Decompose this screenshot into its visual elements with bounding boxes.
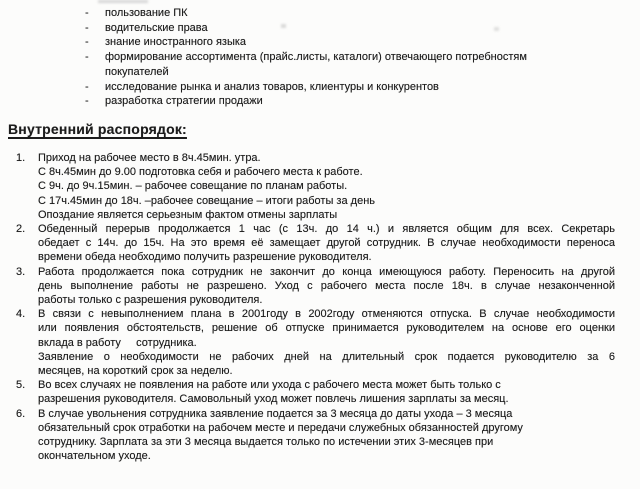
list-item: [85, 21, 622, 36]
rule-line: вклада в работу сотрудника.: [38, 336, 197, 349]
list-item-text: водительские права: [105, 21, 208, 34]
rule-item-5: [16, 378, 615, 406]
rule-line: С 9ч. до 9ч.15мин. – рабочее совещание по планам работы.: [38, 180, 348, 193]
list-item-text: знание иностранного языка: [105, 36, 247, 49]
rule-line: В связи с невыполнением плана в 2001году в 2002году отменяются отпуска. В случае необходимости: [38, 308, 615, 321]
dash-bullet-icon: -: [85, 36, 89, 49]
rule-number: 3.: [16, 265, 26, 278]
rules-list: [16, 151, 615, 463]
list-item-text: разработка стратегии продажи: [105, 95, 263, 108]
rule-line: Во всех случаях не появления на работе или ухода с рабочего места может быть только с: [38, 379, 501, 392]
rule-number: 5.: [16, 379, 26, 392]
list-item: [85, 94, 622, 109]
rule-item-1: [16, 151, 615, 222]
dash-bullet-icon: -: [85, 7, 89, 19]
section-heading: Внутренний распорядок:: [8, 121, 187, 137]
rule-line: работы только с разрешения руководителя.: [38, 294, 263, 307]
rule-line: или появления обстоятельств, решение об отпуске принимается руководителем на основе его оценки: [38, 322, 615, 335]
rule-line: Опоздание является серьезным фактом отмены зарплаты: [38, 208, 338, 221]
rule-line: разрешения руководителя. Самовольный уход может повлечь лишения зарплаты за месяц.: [38, 393, 509, 406]
rule-number: 4.: [16, 308, 26, 321]
list-item-text: исследование рынка и анализ товаров, клиентуры и конкурентов: [105, 80, 439, 93]
rule-line: С 17ч.45мин до 18ч. –рабочее совещание – итоги работы за день: [38, 194, 375, 207]
rule-number: 1.: [16, 152, 26, 164]
rule-line: Обеденный перерыв продолжается 1 час (с 13ч. до 14 ч.) и является общим для всех. Секретарь: [38, 223, 615, 236]
dash-bullet-icon: -: [85, 80, 89, 93]
rule-line: С 8ч.45мин до 9.00 подготовка себя и рабочего места к работе.: [38, 166, 363, 179]
rule-line: месяцев, на короткий срок за неделю.: [38, 365, 233, 378]
rule-number: 6.: [16, 407, 26, 420]
rule-item-3: [16, 265, 615, 308]
rule-item-4: [16, 307, 615, 378]
scan-artifact-top: [98, 0, 148, 3]
dash-bullet-icon: -: [85, 95, 89, 108]
list-item-text: покупателей: [105, 65, 169, 78]
list-item: [85, 6, 622, 21]
requirements-list: [85, 6, 622, 109]
dash-bullet-icon: -: [85, 21, 89, 34]
rule-line: Приход на рабочее место в 8ч.45мин. утра.: [38, 152, 261, 164]
rule-line: В случае увольнения сотрудника заявление подается за 3 месяца до даты ухода – 3 месяца: [38, 407, 513, 420]
rule-line: окончательном уходе.: [38, 450, 151, 463]
list-item-text: формирование ассортимента (прайс.листы, каталоги) отвечающего потребностям: [105, 51, 527, 64]
list-item: [85, 80, 622, 95]
rule-line: день выполнение работы не разрешено. Уход с рабочего места после 18ч. в случае незаконченной: [38, 279, 615, 292]
list-item-text: пользование ПК: [105, 7, 188, 19]
rule-line: обязательный срок отработки на рабочем месте и передачи служебных обязанностей другому: [38, 421, 523, 434]
rule-line: Заявление о необходимости не рабочих дней на длительный срок подается руководителю за 6: [38, 350, 615, 363]
rule-number: 2.: [16, 223, 26, 236]
list-item: [85, 35, 622, 50]
rule-item-6: [16, 407, 615, 464]
rule-line: времени обеда необходимо получить разрешение руководителя.: [38, 251, 372, 264]
list-item: [85, 50, 622, 79]
rule-item-2: [16, 222, 615, 265]
dash-bullet-icon: -: [85, 51, 89, 64]
rule-line: Работа продолжается пока сотрудник не закончит до конца имеющуюся работу. Переносить на другой: [38, 265, 615, 278]
rule-line: обедает с 14ч. до 15ч. На это время её замещает другой сотрудник. В случае необходимости переноса: [38, 237, 615, 250]
rule-line: сотруднику. Зарплата за эти 3 месяца выдается только по истечении этих 3-месяцев при: [38, 436, 494, 449]
